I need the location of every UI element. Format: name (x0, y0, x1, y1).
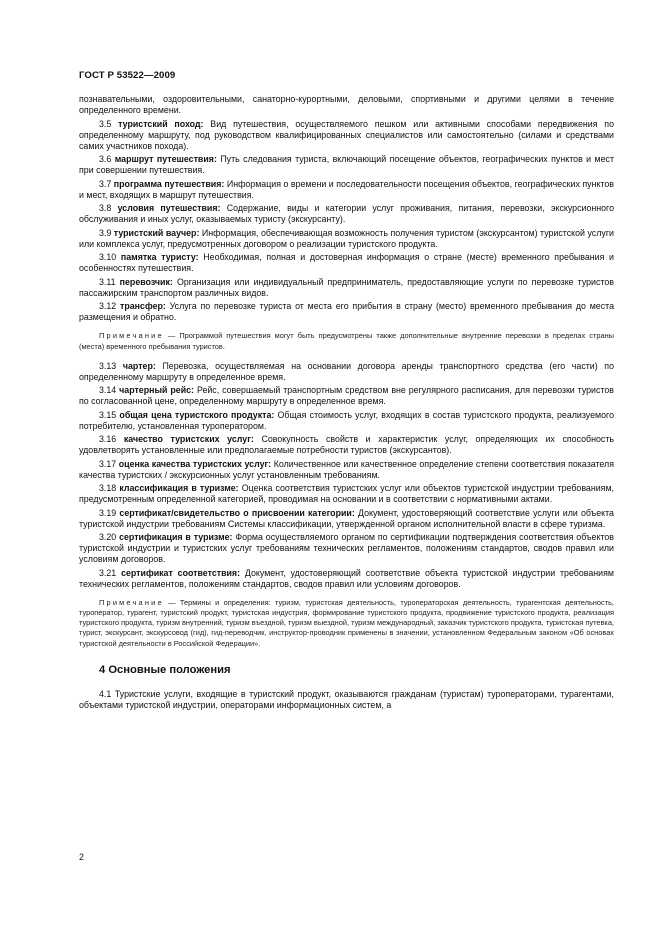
note-label: Примечание (99, 331, 164, 341)
definition-item (79, 434, 614, 456)
note-text: — Термины и определения: туризм, туристская деятельность, туроператорская деятельность, турагентская деятельность, туроператор, турагент, туристский продукт, туристская индустрия, формирование туристского продукта, продвижение туристского продукта, реализация туристского продукта, туризм внутренний, туризм въездной, туризм выездной, туризм международный, заказчик туристского продукта, туристская путевка, турист, экскурсант, экскурсовод (гид), гид-переводчик, инструктор-проводник применены в значении, установленном Федеральным законом «Об основах туристской деятельности в Российской Федерации». (79, 598, 614, 648)
definition-number: 3.18 (99, 483, 117, 494)
definition-term: чартерный рейс: (119, 385, 195, 396)
definition-term: маршрут путешествия: (114, 154, 217, 165)
definition-item (79, 119, 614, 152)
definition-item (79, 532, 614, 565)
definition-item (79, 508, 614, 530)
definition-text: Оценка соответствия туристских услуг или объектов туристской индустрии требованиям, предусмотренным определенной категорией, проводимая на основании и в соответствии с нормативными актами. (79, 483, 614, 505)
definition-number: 3.16 (99, 434, 117, 445)
definition-text: Услуга по перевозке туриста от места его прибытия в страну (место) временного пребывания до места размещения и обратно. (79, 301, 614, 323)
definition-text: Форма осуществляемого органом по сертификации подтверждения соответствия объектов туристской индустрии и туристских услуг требованиям технических регламентов, положениям стандартов, сводов правил или условиям договоров. (79, 532, 614, 565)
definition-term: перевозчик: (119, 276, 173, 287)
definition-item (79, 277, 614, 299)
section-title: 4 Основные положения (99, 663, 231, 676)
note-label: Примечание (99, 598, 164, 608)
document-header: ГОСТ Р 53522—2009 (79, 70, 176, 81)
definition-number: 3.14 (99, 385, 117, 396)
definition-text: Вид путешествия, осуществляемого пешком или активными способами передвижения по определенному маршруту, под руководством квалифицированных специалистов или самостоятельно (силами и средствами самих участников похода). (79, 118, 614, 151)
definition-number: 3.13 (99, 360, 117, 371)
definition-text: Количественное или качественное определение степени соответствия показателя качества туристских / экскурсионных услуг установленным требованиям. (79, 458, 614, 480)
definition-item (79, 568, 614, 590)
definition-text: Организация или индивидуальный предприниматель, предоставляющие услуги по перевозке туристов пассажирским транспортом различных видов. (79, 276, 614, 298)
definition-term: классификация в туризме: (119, 483, 239, 494)
definition-number: 3.19 (99, 507, 117, 518)
definition-number: 3.7 (99, 178, 112, 189)
definition-text: Путь следования туриста, включающий посещение объектов, географических пунктов и мест при совершении путешествия. (79, 154, 614, 176)
definition-item (79, 179, 614, 201)
definition-number: 3.9 (99, 227, 112, 238)
definition-term: чартер: (122, 360, 156, 371)
definitions-list-b (79, 361, 614, 590)
definition-item (79, 483, 614, 505)
note-2 (79, 598, 614, 648)
definition-term: трансфер: (120, 301, 166, 312)
note-1 (79, 331, 614, 351)
definition-number: 3.10 (99, 252, 117, 263)
definition-text: Совокупность свойств и характеристик услуг, определяющих их способность удовлетворять установленные или предполагаемые потребности туристов (экскурсантов). (79, 434, 614, 456)
definition-item (79, 385, 614, 407)
definition-number: 3.11 (99, 276, 116, 287)
definition-text: Документ, удостоверяющий соответствие объекта туристской индустрии требованиям технических регламентов, положениям стандартов, сводов правил или условиям договоров. (79, 567, 614, 589)
definition-item (79, 410, 614, 432)
definition-item (79, 361, 614, 383)
definition-number: 3.21 (99, 567, 117, 578)
definition-number: 3.6 (99, 154, 112, 165)
definition-term: условия путешествия: (117, 203, 221, 214)
definition-item (79, 252, 614, 274)
definition-number: 3.15 (99, 409, 117, 420)
definition-item (79, 301, 614, 323)
definition-text: Перевозка, осуществляемая на основании договора аренды транспортного средства (его части) по определенному маршруту в определенное время. (79, 360, 615, 382)
definition-term: туристский ваучер: (113, 227, 200, 238)
definition-term: памятка туристу: (120, 252, 199, 263)
definition-text: Содержание, виды и категории услуг проживания, питания, перевозки, экскурсионного обслуживания и иных услуг, оказываемых туристу (экскурсанту). (79, 203, 614, 225)
definition-item (79, 459, 614, 481)
definition-number: 3.20 (99, 532, 117, 543)
definition-text: Рейс, совершаемый транспортным средством вне регулярного расписания, для перевозки туристов по согласованной цене, определенному маршруту в определенное время. (79, 385, 614, 407)
note-text: — Программой путешествия могут быть предусмотрены также дополнительные внутренние перевозки в пределах страны (места) временного пребывания туристов. (79, 331, 614, 351)
definition-term: общая цена туристского продукта: (119, 409, 275, 420)
definition-item (79, 228, 614, 250)
intro-continuation: познавательными, оздоровительными, санаторно-курортными, деловыми, спортивными и другими целями в течение определенного времени. (79, 94, 614, 116)
definition-term: сертификат/свидетельство о присвоении категории: (119, 507, 355, 518)
definition-term: оценка качества туристских услуг: (118, 458, 272, 469)
definition-item (79, 203, 614, 225)
definition-term: сертификация в туризме: (119, 532, 233, 543)
definition-text: Документ, удостоверяющий соответствие услуги или объекта туристской индустрии требованиям Системы классификации, утвержденной органом исполнительной власти в сфере туризма. (79, 507, 614, 529)
page-number: 2 (79, 852, 84, 862)
definition-term: программа путешествия: (113, 178, 225, 189)
definition-text: Необходимая, полная и достоверная информация о стране (месте) временного пребывания и особенностях путешествия. (79, 252, 614, 274)
definition-text: Информация, обеспечивающая возможность получения туристом (экскурсантом) туристской услуги или комплекса услуг, предусмотренных договором о реализации туристского продукта. (79, 227, 614, 249)
definition-item (79, 154, 614, 176)
definition-text: Информация о времени и последовательности посещения объектов, географических пунктов и мест, входящих в маршрут путешествия. (79, 178, 614, 200)
definition-number: 3.8 (99, 203, 112, 214)
document-body (79, 94, 614, 713)
definition-text: Общая стоимость услуг, входящих в состав туристского продукта, реализуемого потребителю, установленная туроператором. (79, 409, 614, 431)
definition-number: 3.5 (99, 118, 112, 129)
definition-term: сертификат соответствия: (121, 567, 241, 578)
definitions-list-a (79, 119, 614, 324)
paragraph-4-1: 4.1 Туристские услуги, входящие в туристский продукт, оказываются гражданам (туристам) туроператорами, турагентами, объектами туристской индустрии, операторами информационных систем, а (79, 688, 614, 710)
definition-number: 3.12 (99, 301, 117, 312)
definition-number: 3.17 (99, 458, 117, 469)
definition-term: туристский поход: (118, 118, 204, 129)
definition-term: качество туристских услуг: (123, 434, 254, 445)
